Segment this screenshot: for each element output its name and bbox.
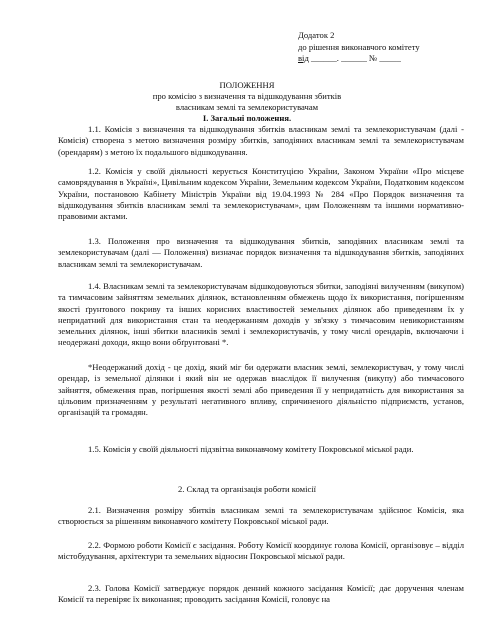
paragraph-1-1 (58, 124, 464, 158)
section-1-heading: І. Загальні положення. (202, 113, 292, 123)
paragraph-1-3 (58, 236, 464, 270)
paragraph-text: 1.1. Комісія з визначення та відшкодування збитків власникам землі та землекористувачам (далі - Комісія) створена з метою визначення розміру збитків, заподіяних власникам землі та землекористувачам (орендарям) з метою їх подальшого відшкодування. (58, 124, 464, 157)
section-2-heading: 2. Склад та організація роботи комісії (177, 484, 317, 494)
paragraph-text: 1.4. Власникам землі та землекористувачам відшкодовуються збитки, заподіяні вилученням (викупом) та тимчасовим зайняттям земельних ділянок, встановленням обмежень щодо їх використання, погіршенням якості ґрунтового покриву та інших корисних властивостей земельних ділянок або приведенням їх у непридатний для використання стан та неодержанням доходів у зв'язку з тимчасовим невикористанням земельних ділянок, інші збитки власників землі і землекористувачів, у тому числі орендарів, включаючи і неодержані доходи, якщо вони обґрунтовані *. (58, 281, 464, 348)
paragraph-2-2 (58, 540, 464, 563)
annex-number: Додаток 2 (298, 30, 335, 40)
annex-number-blank: _____ (379, 53, 401, 63)
footnote-unreceived-income (58, 362, 464, 418)
annex-date-blank-2: ______ (341, 53, 367, 63)
document-subtitle-2: власникам землі та землекористувачам (175, 102, 319, 112)
paragraph-text: 2.1. Визначення розміру збитків власникам землі та землекористувачам здійснює Комісія, яка створюється за рішенням виконавчого комітету Покровської міської ради. (58, 505, 464, 527)
annex-date-blank-1: ______. (310, 53, 339, 63)
paragraph-text: 2.2. Формою роботи Комісії є засідання. Роботу Комісії координує голова Комісії, організовує – відділ містобудування, архітектури та земельних відносин Покровської міської ради. (58, 540, 464, 562)
annex-header (298, 30, 488, 65)
annex-date-line (298, 53, 488, 65)
paragraph-text: 1.5. Комісія у своїй діяльності підзвітна виконавчому комітету Покровської міської ради. (88, 444, 414, 454)
paragraph-text: 1.2. Комісія у своїй діяльності керується Конституцією України, Законом України «Про місцеве самоврядування в Україні», Цивільним кодексом України, Земельним кодексом України, Податковим кодексом України, постановою Кабінету Міністрів України від 19.04.1993 № 284 «Про Порядок визначення та відшкодування збитків власникам землі та землекористувачам», цим Положенням та іншими нормативно-правовими актами. (58, 166, 464, 222)
paragraph-1-2 (58, 166, 464, 222)
paragraph-1-5 (58, 444, 464, 455)
annex-date-prefix: від (298, 53, 309, 63)
annex-decision-ref: до рішення виконавчого комітету (298, 41, 420, 52)
paragraph-1-4 (58, 281, 464, 349)
paragraph-2-1 (58, 505, 464, 528)
paragraph-2-3 (58, 583, 464, 606)
paragraph-text: 1.3. Положення про визначення та відшкодування збитків, заподіяних власникам землі та землекористувачам (далі — Положення) визначає порядок визначення та відшкодування збитків, заподіяних власникам землі та землекористувачам. (58, 236, 464, 269)
document-title: ПОЛОЖЕННЯ (219, 80, 275, 90)
paragraph-text: 2.3. Голова Комісії затверджує порядок денний кожного засідання Комісії; дає доручення членам Комісії та перевіряє їх виконання; проводить засідання Комісії, головує на (58, 583, 464, 605)
annex-number-sign: № (369, 53, 378, 63)
paragraph-text: *Неодержаний дохід - це дохід, який міг би одержати власник землі, землекористувач, у тому числі орендар, із земельної ділянки і який він не одержав внаслідок її вилучення (викупу) або тимчасового зайняття, обмеження прав, погіршення якості землі або приведення її у непридатність для використання за цільовим призначенням у результаті негативного впливу, спричиненого діяльністю підприємств, установ, організацій та громадян. (58, 362, 464, 418)
document-subtitle-1: про комісію з визначення та відшкодування збитків (152, 91, 342, 101)
